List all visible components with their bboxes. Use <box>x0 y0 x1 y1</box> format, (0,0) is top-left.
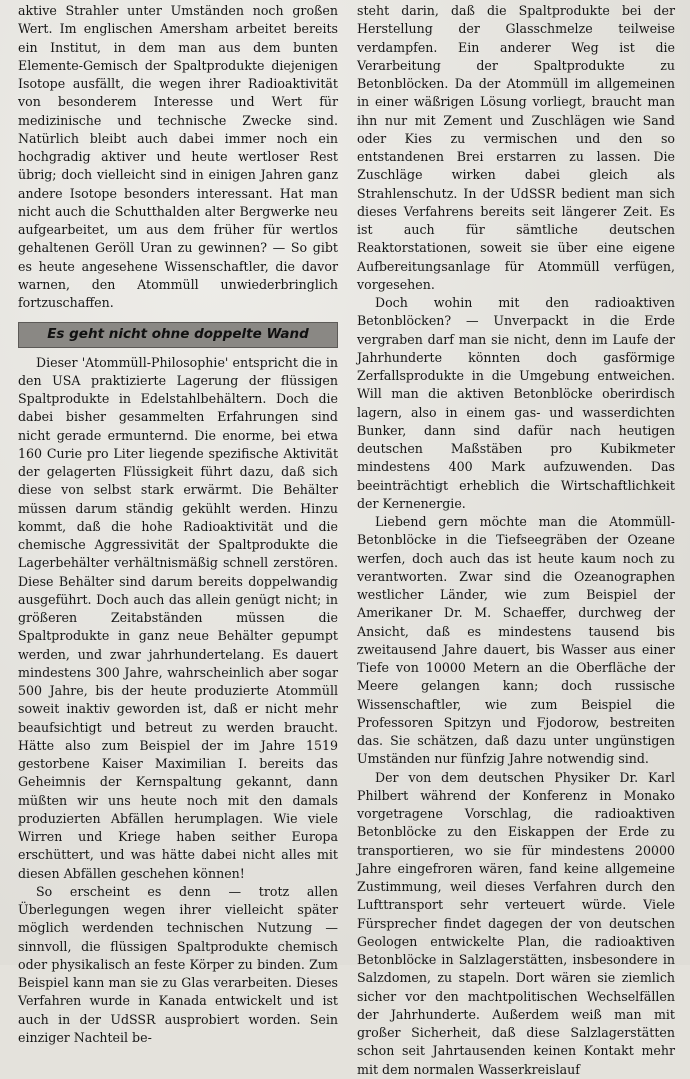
paragraph: Dieser 'Atommüll-Philosophie' entspricht die in den USA praktizierte Lagerung der flüssigen Spaltprodukte in Edelstahlbehältern. Doch die dabei bisher gesammelten Erfahrungen sind nicht gerade ermunternd. Die enorme, bei etwa 160 Curie pro Liter liegende spezifische Aktivität der gelagerten Flüssigkeit führt dazu, daß sich diese von selbst stark erwärmt. Die Behälter müssen darum ständig gekühlt werden. Hinzu kommt, daß die hohe Radioaktivität und die chemische Aggressivität der Spaltprodukte die Lagerbehälter verhältnismäßig schnell zerstören. Diese Behälter sind darum bereits doppelwandig ausgeführt. Doch auch das allein genügt nicht; in größeren Zeitabständen müssen die Spaltprodukte in ganz neue Behälter gepumpt werden, und zwar jahrhundertelang. Es dauert mindestens 300 Jahre, wahrscheinlich aber sogar 500 Jahre, bis der heute produzierte Atommüll soweit inaktiv geworden ist, daß er nicht mehr beaufsichtigt und betreut zu werden braucht. Hätte also zum Beispiel der im Jahre 1519 gestorbene Kaiser Maximilian I. bereits das Geheimnis der Kernspaltung gekannt, dann müßten wir uns heute noch mit den damals produzierten Abfällen herumplagen. Wie viele Wirren und Kriege haben seither Europa erschüttert, und was hätte dabei nicht alles mit diesen Abfällen geschehen können! <box>18 354 338 881</box>
section-subheading <box>18 322 338 347</box>
paragraph: aktive Strahler unter Umständen noch großen Wert. Im englischen Amersham arbeitet bereits ein Institut, in dem man aus dem bunten Elemente-Gemisch der Spaltprodukte diejenigen Isotope ausfällt, die wegen ihrer Radioaktivität von besonderem Interesse und Wert für medizinische und technische Zwecke sind. Natürlich bleibt auch dabei immer noch ein hochgradig aktiver und heute wertloser Rest übrig; doch vielleicht sind in einigen Jahren ganz andere Isotope besonders interessant. Hat man nicht auch die Schutthalden alter Bergwerke neu aufgearbeitet, um aus dem früher für wertlos gehaltenen Geröll Uran zu gewinnen? — So gibt es heute angesehene Wissenschaftler, die davor warnen, den Atommüll unwiederbringlich fortzuschaffen. <box>18 3 338 310</box>
left-column <box>18 2 338 1047</box>
paragraph: So erscheint es denn — trotz allen Überlegungen wegen ihrer vielleicht später möglich werdenden technischen Nutzung — sinnvoll, die flüssigen Spaltprodukte chemisch oder physikalisch an feste Körper zu binden. Zum Beispiel kann man sie zu Glas verarbeiten. Dieses Verfahren wurde in Kanada entwickelt und ist auch in der UdSSR ausprobiert worden. Sein einziger Nachteil be- <box>18 883 338 1045</box>
paragraph: Der von dem deutschen Physiker Dr. Karl Philbert während der Konferenz in Monako vorgetragene Vorschlag, die radioaktiven Betonblöcke zu den Eiskappen der Erde zu transportieren, wo sie für mindestens 20000 Jahre eingefroren wären, fand keine allgemeine Zustimmung, weil dieses Verfahren durch den Lufttransport sehr verteuert würde. Viele Fürsprecher findet dagegen der von deutschen Geologen entwickelte Plan, die radioaktiven Betonblöcke in Salzlagerstätten, insbesondere in Salzdomen, zu stapeln. Dort wären sie ziemlich sicher vor den machtpolitischen Wechselfällen der Jahrhunderte. Außerdem weiß man mit großer Sicherheit, daß diese Salzlagerstätten schon seit Jahrtausenden keinen Kontakt mehr mit dem normalen Wasserkreislauf <box>357 769 675 1077</box>
paragraph: Liebend gern möchte man die Atommüll-Betonblöcke in die Tiefseegräben der Ozeane werfen, doch auch das ist heute kaum noch zu verantworten. Zwar sind die Ozeanographen westlicher Länder, wie zum Beispiel der Amerikaner Dr. M. Schaeffer, durchweg der Ansicht, daß es mindestens tausend bis zweitausend Jahre dauert, bis Wasser aus einer Tiefe von 10000 Metern an die Oberfläche der Meere gelangen kann; doch russische Wissenschaftler, wie zum Beispiel die Professoren Spitzyn und Fjodorow, bestreiten das. Sie schätzen, daß dazu unter ungünstigen Umständen nur fünfzig Jahre notwendig sind. <box>357 514 675 767</box>
paragraph: steht darin, daß die Spaltprodukte bei der Herstellung der Glasschmelze teilweise verdampfen. Ein anderer Weg ist die Verarbeitung der Spaltprodukte zu Betonblöcken. Da der Atommüll im allgemeinen in einer wäßrigen Lösung vorliegt, braucht man ihn nur mit Zement und Zuschlägen wie Sand oder Kies zu vermischen und den so entstandenen Brei erstarren zu lassen. Die Zuschläge wirken dabei gleich als Strahlenschutz. In der UdSSR bedient man sich dieses Verfahrens bereits seit längerer Zeit. Es ist auch für sämtliche deutschen Reaktorstationen, soweit sie über eine eigene Aufbereitungsanlage für Atommüll verfügen, vorgesehen. <box>357 3 675 292</box>
paragraph: Doch wohin mit den radioaktiven Betonblöcken? — Unverpackt in die Erde vergraben darf man sie nicht, denn im Laufe der Jahrhunderte könnten doch gasförmige Zerfallsprodukte in die Umgebung entweichen. Will man die aktiven Betonblöcke oberirdisch lagern, also in einem gas- und wasserdichten Bunker, dann sind dafür nach heutigen deutschen Maßstäben pro Kubikmeter mindestens 400 Mark aufzuwenden. Das beeinträchtigt erheblich die Wirtschaftlichkeit der Kernenergie. <box>357 295 675 511</box>
right-column <box>357 2 675 1079</box>
subheading-text: Es geht nicht ohne doppelte Wand <box>47 326 309 343</box>
